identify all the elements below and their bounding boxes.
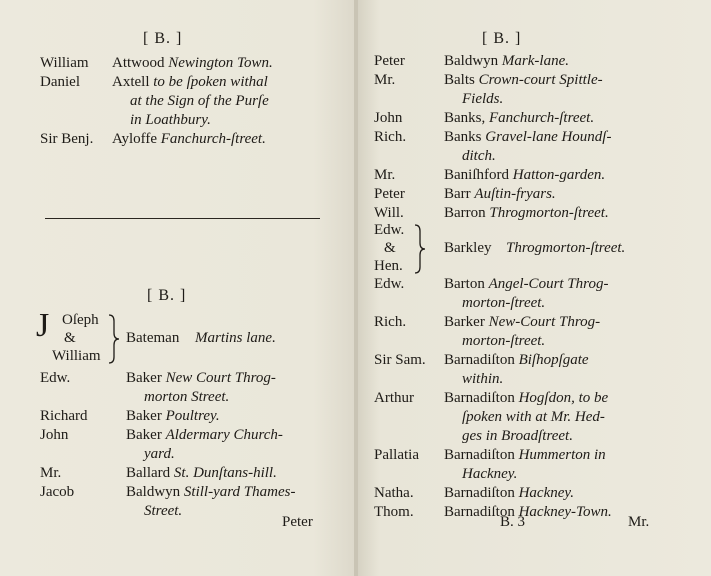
entry-body (444, 389, 694, 446)
entry-first-name: Daniel (40, 74, 80, 90)
joint-name-3: William (52, 348, 101, 364)
entry-address: Still-yard Thames- (183, 484, 296, 500)
entry-address-continuation: morton-ſtreet. (462, 295, 546, 311)
entry-first-name: Edw. (374, 276, 405, 292)
entry-address: Poultrey. (165, 408, 220, 424)
entry-address: to be ſpoken withal (153, 74, 268, 90)
entry-address-continuation: ditch. (462, 148, 496, 164)
entry-address: Throgmorton-ſtreet. (489, 205, 609, 221)
left-header-top: [ B. ] (143, 30, 183, 47)
entry-address: Biſhopſgate (518, 352, 589, 368)
entry-first-name: Richard (40, 408, 88, 424)
entry-address: Mark-lane. (501, 53, 569, 69)
entry-body (444, 128, 694, 166)
entry-address: Fanchurch-ſtreet. (489, 110, 595, 126)
left-catchword: Peter (282, 514, 313, 530)
entry-body (126, 407, 341, 426)
entry-surname: Baker (126, 408, 162, 424)
entry-address: Hummerton in (518, 447, 606, 463)
entry-surname: Baniſhford (444, 167, 509, 183)
entry-address-continuation: Hackney. (462, 466, 518, 482)
joint-surname: Barkley (444, 240, 492, 256)
entry-body (126, 369, 341, 407)
entry-first-name: Rich. (374, 314, 407, 330)
entry-surname: Attwood (112, 55, 165, 71)
entry-body (126, 464, 341, 483)
entry-address: Hogſdon, to be (518, 390, 609, 406)
entry-address-continuation: Fields. (462, 91, 504, 107)
entry-body (444, 52, 694, 71)
joint-address: Throgmorton-ſtreet. (506, 240, 626, 256)
entry-address-continuation: yard. (144, 446, 175, 462)
entry-address-continuation: within. (462, 371, 504, 387)
entry-surname: Ayloffe (112, 131, 157, 147)
entry-body (444, 71, 694, 109)
entry-address: St. Dunſtans-hill. (173, 465, 277, 481)
entry-address: New Court Throg- (165, 370, 276, 386)
right-page (358, 0, 711, 576)
entry-body (112, 73, 342, 130)
entry-first-name: Rich. (374, 129, 407, 145)
entry-address: Crown-court Spittle- (478, 72, 603, 88)
entry-body (444, 166, 694, 185)
joint-address: Martins lane. (195, 330, 276, 346)
entry-address-continuation: morton-ſtreet. (462, 333, 546, 349)
entry-first-name: John (374, 110, 403, 126)
entry-first-name: Thom. (374, 504, 414, 520)
entry-address: Hackney. (518, 485, 574, 501)
entry-body (112, 130, 342, 149)
entry-first-name: Sir Sam. (374, 352, 426, 368)
left-header-bottom: [ B. ] (147, 287, 187, 304)
entry-surname: Baldwyn (444, 53, 499, 69)
entry-surname: Barton (444, 276, 485, 292)
entry-address-continuation: at the Sign of the Purſe (130, 93, 269, 109)
entry-body (444, 275, 694, 313)
entry-first-name: Mr. (374, 72, 396, 88)
entry-address: Aldermary Church- (165, 427, 283, 443)
entry-body (444, 204, 694, 223)
entry-address-continuation: ges in Broadſtreet. (462, 428, 573, 444)
entry-first-name: Will. (374, 205, 404, 221)
entry-address: Fanchurch-ſtreet. (160, 131, 266, 147)
entry-first-name: Mr. (40, 465, 62, 481)
entry-surname: Barnadiſton (444, 504, 515, 520)
entry-first-name: Pallatia (374, 447, 419, 463)
entry-first-name: Jacob (40, 484, 75, 500)
entry-address-continuation: ſpoken with at Mr. Hed- (462, 409, 605, 425)
entry-address-continuation: morton Street. (144, 389, 230, 405)
entry-address: Newington Town. (168, 55, 273, 71)
entry-surname: Baker (126, 370, 162, 386)
entry-address: Hatton-garden. (512, 167, 606, 183)
entry-surname: Baldwyn (126, 484, 181, 500)
entry-body (444, 109, 694, 128)
entry-first-name: Natha. (374, 485, 414, 501)
entry-body (112, 54, 342, 73)
curly-brace-icon (413, 223, 427, 275)
entry-surname: Barnadiſton (444, 485, 515, 501)
entry-first-name: William (40, 55, 89, 71)
entry-body (126, 426, 341, 464)
joint-name-2: & (384, 240, 396, 256)
entry-first-name: Mr. (374, 167, 396, 183)
entry-body (444, 313, 694, 351)
entry-surname: Barnadiſton (444, 447, 515, 463)
entry-body (444, 185, 694, 204)
right-catchword: Mr. (628, 514, 650, 530)
entry-surname: Banks (444, 129, 482, 145)
entry-address: New-Court Throg- (488, 314, 601, 330)
entry-surname: Barker (444, 314, 485, 330)
entry-surname: Balts (444, 72, 475, 88)
entry-surname: Barnadiſton (444, 352, 515, 368)
entry-surname: Barron (444, 205, 486, 221)
entry-first-name: Peter (374, 186, 405, 202)
joint-name-1: Edw. (374, 222, 405, 238)
joint-name-2: & (64, 330, 76, 346)
entry-surname: Barr (444, 186, 471, 202)
entry-address: Angel-Court Throg- (488, 276, 609, 292)
entry-address-continuation: Street. (144, 503, 183, 519)
entry-surname: Axtell (112, 74, 150, 90)
entry-first-name: Peter (374, 53, 405, 69)
entry-body (444, 351, 694, 389)
entry-address: Gravel-lane Houndſ- (485, 129, 612, 145)
joint-surname: Bateman (126, 330, 180, 346)
entry-surname: Ballard (126, 465, 171, 481)
entry-address-continuation: in Loathbury. (130, 112, 211, 128)
entry-surname: Banks, (444, 110, 486, 126)
entry-body (444, 503, 694, 522)
joint-name-3: Hen. (374, 258, 403, 274)
entry-body (444, 484, 694, 503)
curly-brace-icon (107, 313, 121, 365)
entry-surname: Barnadiſton (444, 390, 515, 406)
section-rule (45, 218, 320, 219)
right-header: [ B. ] (482, 30, 522, 47)
signature-mark: B. 3 (500, 514, 526, 530)
entry-first-name: Arthur (374, 390, 414, 406)
entry-body (444, 446, 694, 484)
entry-first-name: Edw. (40, 370, 71, 386)
entry-address: Hackney-Town. (518, 504, 612, 520)
entry-address: Auſtin-fryars. (474, 186, 556, 202)
entry-first-name: Sir Benj. (40, 131, 94, 147)
entry-surname: Baker (126, 427, 162, 443)
joint-name-1: Oſeph (62, 312, 99, 328)
drop-cap-j: J (36, 307, 50, 344)
entry-first-name: John (40, 427, 69, 443)
